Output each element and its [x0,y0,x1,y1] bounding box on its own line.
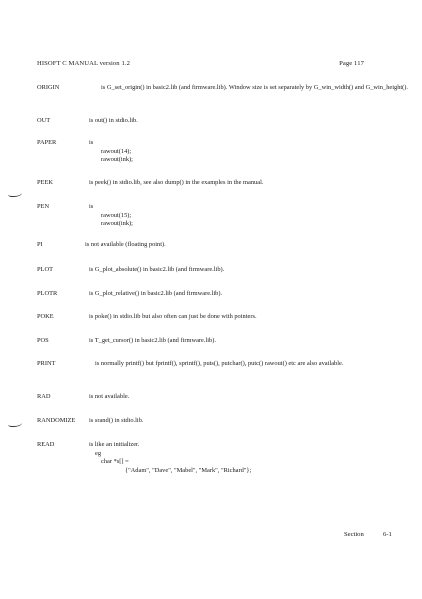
margin-pen-mark [8,420,22,427]
keyword-out: OUT [37,117,51,124]
keyword-print: PRINT [37,360,56,367]
code-line: rawout(ink); [101,156,133,163]
margin-pen-mark [8,190,22,197]
keyword-plot: PLOT [37,266,53,273]
keyword-plotr: PLOTR [37,290,58,297]
keyword-pen: PEN [37,203,50,210]
description-randomize: is srand() in stdio.lib. [89,417,144,424]
code-line: rawout(14); [101,147,132,155]
description-line: is [89,203,94,210]
keyword-poke: POKE [37,313,54,320]
description-out: is out() in stdio.lib. [89,117,138,124]
description-poke: is poke() in stdio.lib but also often can just be done with pointers. [89,313,257,320]
footer-section-number: 6-1 [383,531,392,538]
description-peek: is peek() in stdio.lib, see also dump() in the examples in the manual. [89,179,264,186]
code-line: rawout(ink); [101,220,133,227]
description-plotr: is G_plot_relative() in basic2.lib (and firmware.lib). [89,290,223,297]
description-pen [89,203,133,229]
description-print: is normally printf() but fprintf(), sprintf(), puts(), putchar(), putc() rawout() etc are also available. [95,360,344,367]
keyword-randomize: RANDOMIZE [37,417,76,424]
description-plot: is G_plot_absolute() in basic2.lib (and firmware.lib). [89,266,225,273]
keyword-pos: POS [37,337,49,344]
code-line: rawout(15); [101,211,132,219]
description-pos: is T_get_cursor() in basic2.lib (and firmware.lib). [89,337,216,344]
description-pi: is not available (floating point). [85,241,166,248]
keyword-pi: PI [37,241,43,248]
keyword-rad: RAD [37,393,51,400]
code-line: {"Adam", "Dave", "Mabel", "Mark", "Richard"}; [125,466,252,474]
description-read [89,441,251,475]
keyword-origin: ORIGIN [37,84,60,91]
description-origin: is G_set_origin() in basic2.lib (and firmware.lib). Window size is set separately by G_win_width() and G_win_height(). [101,84,409,91]
description-line: is [89,139,94,146]
page-number: Page 117 [339,60,364,67]
description-paper [89,139,133,165]
description-rad: is not available. [89,393,130,400]
footer-section-label: Section [344,531,364,538]
keyword-paper: PAPER [37,139,57,146]
code-line: eg [95,449,102,457]
keyword-read: READ [37,441,55,448]
manual-title: HISOFT C MANUAL version 1.2 [37,60,130,67]
code-line: char *s[] = [101,458,129,465]
keyword-peek: PEEK [37,179,53,186]
description-line: is like an initializer. [89,441,140,448]
